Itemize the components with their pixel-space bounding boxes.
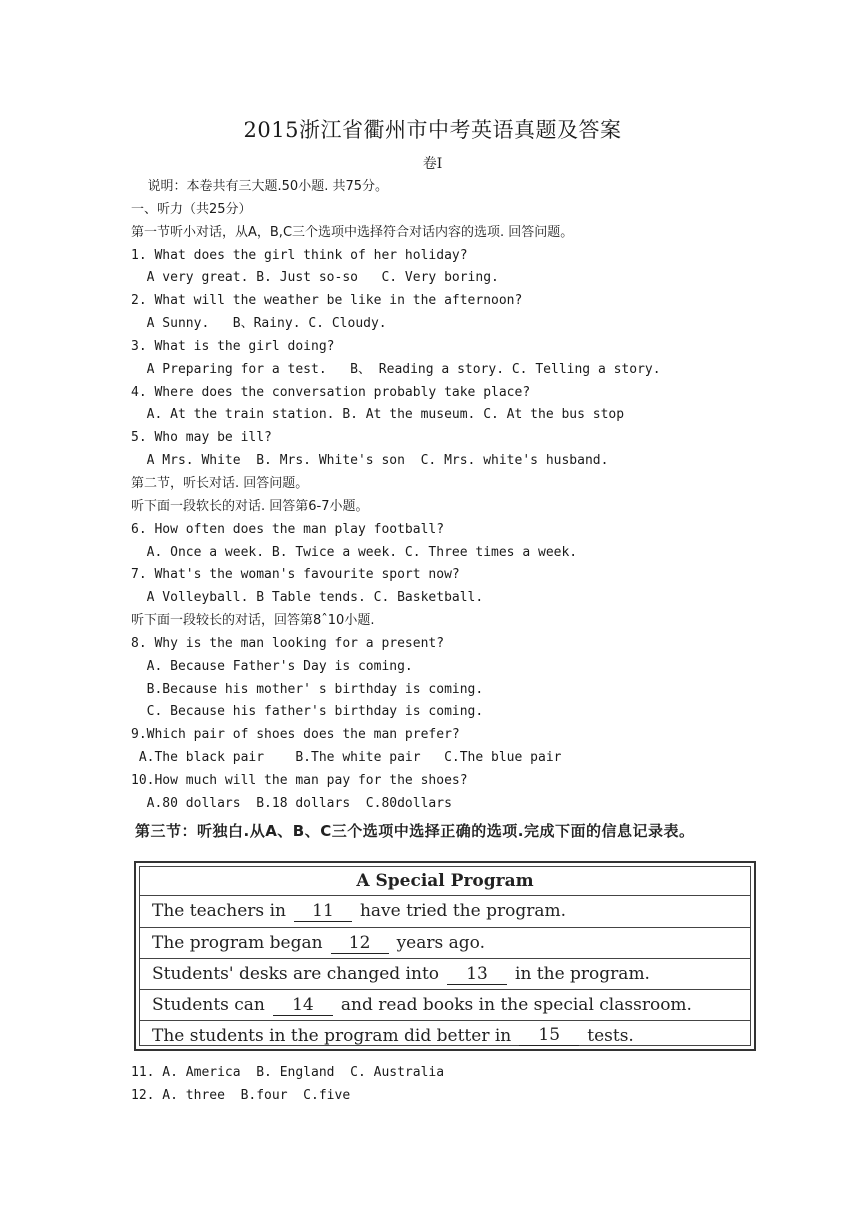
row-text-after: have tried the program. [359, 901, 567, 921]
row-text-after: tests. [587, 1025, 634, 1046]
table-row [140, 927, 750, 958]
text-line: 第一节听小对话，从A，B,C三个选项中选择符合对话内容的选项. 回答问题。 [131, 224, 574, 240]
text-line: 6. How often does the man play football? [131, 521, 445, 537]
table-row [140, 895, 750, 926]
text-line: A Preparing for a test. B、 Reading a story. C. Telling a story. [131, 361, 661, 377]
row-text-before: Students can [152, 995, 265, 1015]
text-line: B.Because his mother' s birthday is coming. [131, 681, 484, 697]
answer-option-line: 11. A. America B. England C. Australia [131, 1065, 445, 1080]
info-record-table [134, 861, 756, 1051]
text-line: A. Because Father's Day is coming. [131, 658, 413, 674]
answer-options [131, 1062, 821, 1108]
text-line: 10.How much will the man pay for the shoes? [131, 772, 468, 788]
row-text-after: years ago. [396, 933, 485, 953]
fill-in-blank: 15 [519, 1025, 579, 1046]
text-line: C. Because his father's birthday is coming. [131, 704, 484, 720]
row-text-before: The program began [152, 933, 323, 953]
table-heading: A Special Program [356, 871, 534, 891]
text-line: A. At the train station. B. At the museum. C. At the bus stop [131, 407, 625, 423]
text-line: 1. What does the girl think of her holiday? [131, 247, 468, 263]
text-line: 听下面一段软长的对话. 回答第6-7小题。 [131, 498, 369, 514]
answer-option-line: 12. A. three B.four C.five [131, 1087, 351, 1103]
text-line: A.80 dollars B.18 dollars C.80dollars [131, 795, 452, 811]
text-line: 第二节，听长对话. 回答问题。 [131, 475, 309, 491]
fill-in-blank: 14 [273, 995, 333, 1016]
section3-instruction: 第三节：听独白.从A、B、C三个选项中选择正确的选项.完成下面的信息记录表。 [135, 822, 695, 840]
text-line: A Sunny. B、Rainy. C. Cloudy. [131, 316, 387, 332]
paper-section-label: 卷Ⅰ [422, 156, 443, 172]
text-line: 说明：本卷共有三大题.50小题. 共75分。 [131, 179, 389, 194]
listening-questions [131, 176, 821, 816]
text-line: A Volleyball. B Table tends. C. Basketball. [131, 590, 484, 606]
fill-in-blank: 12 [331, 933, 389, 954]
table-row [140, 958, 750, 989]
table-row [140, 1020, 750, 1050]
text-line: 8. Why is the man looking for a present? [131, 635, 445, 651]
text-line: 2. What will the weather be like in the afternoon? [131, 293, 523, 309]
text-line: 9.Which pair of shoes does the man prefer? [131, 727, 460, 743]
row-text-before: The teachers in [152, 901, 286, 921]
text-line: A. Once a week. B. Twice a week. C. Three times a week. [131, 544, 578, 560]
text-line: 4. Where does the conversation probably take place? [131, 384, 531, 400]
text-line: A.The black pair B.The white pair C.The blue pair [131, 750, 562, 766]
fill-in-blank: 11 [294, 901, 352, 922]
text-line: 5. Who may be ill? [131, 430, 272, 446]
text-line: 3. What is the girl doing? [131, 338, 335, 354]
text-line: 一、听力（共25分） [131, 201, 252, 217]
table-row [140, 989, 750, 1020]
text-line: A Mrs. White B. Mrs. White's son C. Mrs. white's husband. [131, 453, 609, 469]
row-text-after: and read books in the special classroom. [340, 995, 692, 1015]
text-line: 7. What's the woman's favourite sport now? [131, 567, 460, 583]
row-text-before: Students' desks are changed into [152, 964, 440, 984]
document-title: 2015浙江省衢州市中考英语真题及答案 [243, 118, 622, 142]
text-line: 听下面一段较长的对话，回答第8ˆ10小题. [131, 613, 375, 629]
text-line: A very great. B. Just so-so C. Very boring. [131, 270, 499, 286]
fill-in-blank: 13 [447, 964, 507, 985]
row-text-before: The students in the program did better in [152, 1025, 512, 1046]
row-text-after: in the program. [515, 964, 650, 984]
